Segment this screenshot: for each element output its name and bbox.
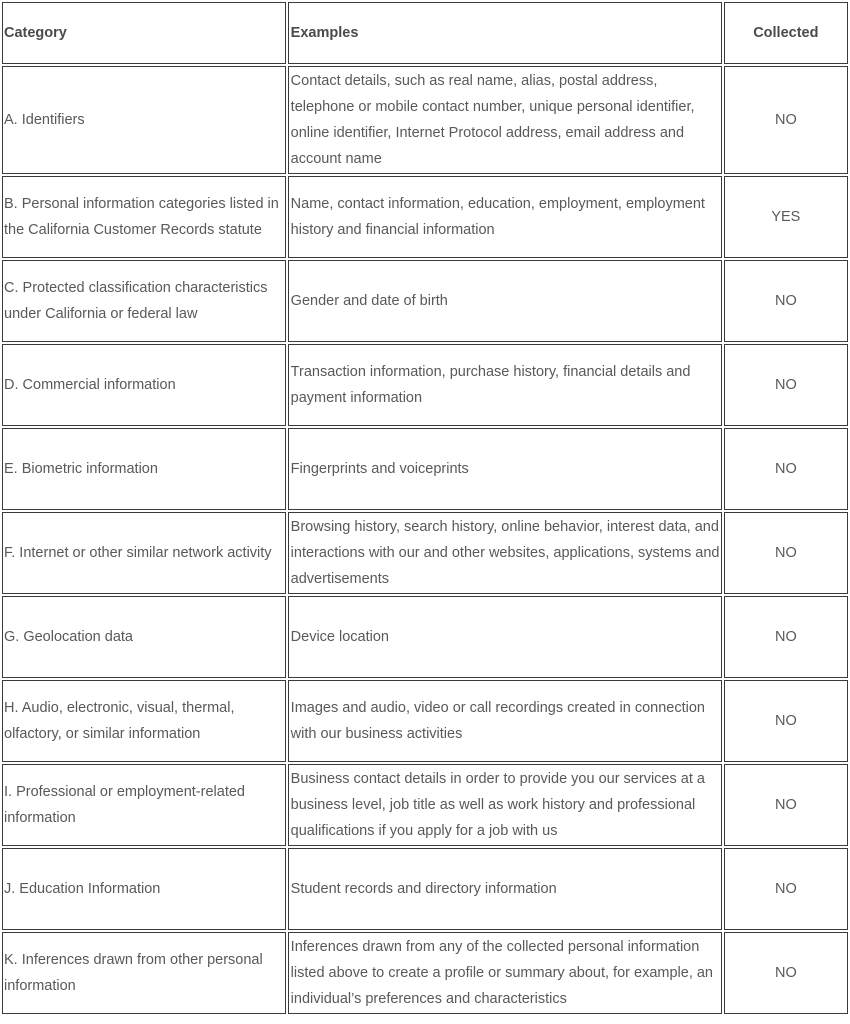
- examples-cell: Browsing history, search history, online behavior, interest data, and interactions with our and other websites, applications, systems and advertisements: [288, 512, 722, 594]
- table-row: [2, 512, 848, 594]
- category-cell: D. Commercial information: [2, 344, 286, 426]
- collected-cell: NO: [724, 848, 848, 930]
- examples-cell: Contact details, such as real name, alias, postal address, telephone or mobile contact number, unique personal identifier, online identifier, Internet Protocol address, email address and account name: [288, 66, 722, 174]
- category-cell: F. Internet or other similar network activity: [2, 512, 286, 594]
- table-row: [2, 428, 848, 510]
- header-examples: Examples: [288, 2, 722, 64]
- examples-cell: Name, contact information, education, employment, employment history and financial information: [288, 176, 722, 258]
- examples-cell: Images and audio, video or call recordings created in connection with our business activities: [288, 680, 722, 762]
- collected-cell: YES: [724, 176, 848, 258]
- table-row: [2, 596, 848, 678]
- header-collected: Collected: [724, 2, 848, 64]
- category-cell: J. Education Information: [2, 848, 286, 930]
- examples-cell: Transaction information, purchase history, financial details and payment information: [288, 344, 722, 426]
- category-cell: E. Biometric information: [2, 428, 286, 510]
- collected-cell: NO: [724, 932, 848, 1014]
- examples-cell: Inferences drawn from any of the collected personal information listed above to create a profile or summary about, for example, an individual’s preferences and characteristics: [288, 932, 722, 1014]
- collected-cell: NO: [724, 428, 848, 510]
- header-category: Category: [2, 2, 286, 64]
- category-cell: K. Inferences drawn from other personal information: [2, 932, 286, 1014]
- collected-cell: NO: [724, 344, 848, 426]
- category-cell: A. Identifiers: [2, 66, 286, 174]
- examples-cell: Business contact details in order to provide you our services at a business level, job title as well as work history and professional qualifications if you apply for a job with us: [288, 764, 722, 846]
- table-row: [2, 680, 848, 762]
- table-row: [2, 848, 848, 930]
- table-row: [2, 344, 848, 426]
- category-cell: B. Personal information categories listed in the California Customer Records statute: [2, 176, 286, 258]
- collected-cell: NO: [724, 512, 848, 594]
- category-cell: C. Protected classification characteristics under California or federal law: [2, 260, 286, 342]
- category-cell: H. Audio, electronic, visual, thermal, olfactory, or similar information: [2, 680, 286, 762]
- category-cell: I. Professional or employment-related information: [2, 764, 286, 846]
- collected-cell: NO: [724, 66, 848, 174]
- category-cell: G. Geolocation data: [2, 596, 286, 678]
- table-row: [2, 764, 848, 846]
- table-row: [2, 260, 848, 342]
- table-header-row: [2, 2, 848, 64]
- examples-cell: Student records and directory information: [288, 848, 722, 930]
- examples-cell: Device location: [288, 596, 722, 678]
- collected-cell: NO: [724, 260, 848, 342]
- collected-cell: NO: [724, 596, 848, 678]
- examples-cell: Fingerprints and voiceprints: [288, 428, 722, 510]
- table-row: [2, 66, 848, 174]
- examples-cell: Gender and date of birth: [288, 260, 722, 342]
- table-row: [2, 932, 848, 1014]
- collected-cell: NO: [724, 680, 848, 762]
- collected-cell: NO: [724, 764, 848, 846]
- table-row: [2, 176, 848, 258]
